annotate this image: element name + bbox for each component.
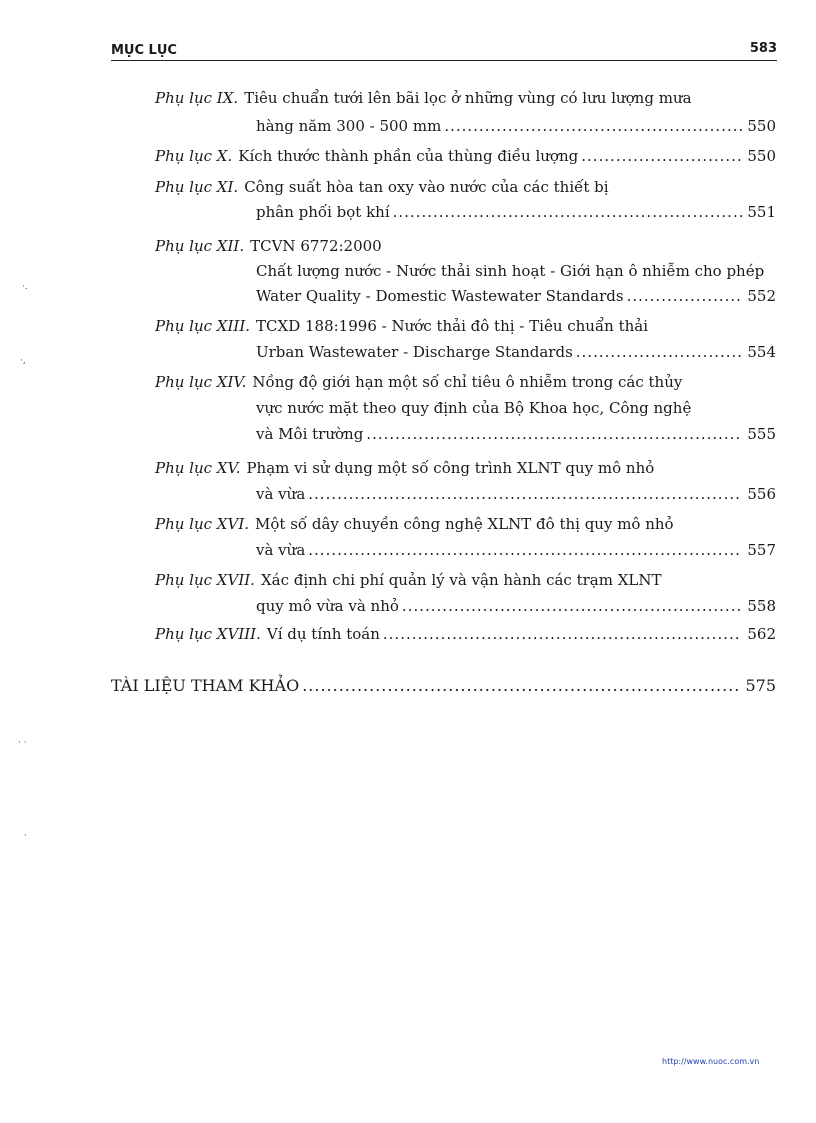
toc-entry-line: [155, 568, 662, 592]
toc-entry-line-with-page: [256, 284, 776, 308]
scan-speck: ·: [24, 831, 27, 841]
entry-title-text: Kích thước thành phần của thùng điều lượng: [238, 147, 579, 165]
toc-entry-line-with-page: [256, 594, 776, 618]
footer-url: http://www.nuoc.com.vn: [662, 1057, 760, 1066]
entry-title-text: Xác định chi phí quản lý và vận hành các trạm XLNT: [260, 571, 662, 589]
entry-title-text: phân phối bọt khí: [256, 203, 390, 221]
dot-leader: [308, 538, 742, 562]
entry-title-text: Một số dây chuyền công nghệ XLNT đô thị quy mô nhỏ: [255, 515, 674, 533]
appendix-label: Phụ lục XIV.: [155, 373, 247, 391]
appendix-label: Phụ lục X.: [155, 147, 233, 165]
entry-title-text: Tiêu chuẩn tưới lên bãi lọc ở những vùng có lưu lượng mưa: [244, 89, 692, 107]
appendix-label: Phụ lục IX.: [155, 89, 239, 107]
appendix-label: Phụ lục XVIII.: [155, 625, 261, 643]
entry-title-text: và vừa: [256, 541, 306, 559]
entry-title-text: Water Quality - Domestic Wastewater Standards: [256, 287, 624, 305]
toc-entry-line: [256, 259, 764, 283]
scan-speck: ·,: [20, 356, 26, 366]
dot-leader: [402, 594, 742, 618]
scan-speck: · ·: [18, 738, 27, 748]
entry-page-number: 556: [747, 485, 776, 503]
references-label: TÀI LIỆU THAM KHẢO: [111, 676, 300, 695]
toc-entry-line: [155, 314, 648, 338]
toc-entry-line-with-page: [256, 200, 776, 224]
toc-entry-line: [155, 512, 674, 536]
entry-page-number: 552: [747, 287, 776, 305]
toc-entry-line: [155, 175, 609, 199]
entry-page-number: 558: [747, 597, 776, 615]
scan-speck: ·.: [22, 282, 28, 292]
entry-title-text: TCXD 188:1996 - Nước thải đô thị - Tiêu chuẩn thải: [256, 317, 649, 335]
entry-page-number: 562: [747, 625, 776, 643]
references-entry: [111, 674, 776, 698]
dot-leader: [627, 284, 743, 308]
appendix-label: Phụ lục XI.: [155, 178, 239, 196]
entry-title-text: vực nước mặt theo quy định của Bộ Khoa học, Công nghệ: [256, 399, 692, 417]
toc-entry-line-with-page: [256, 340, 776, 364]
toc-entry-line: [155, 456, 654, 480]
toc-entry-line-with-page: [155, 622, 776, 646]
toc-entry-line: [155, 86, 692, 110]
entry-title-text: Công suất hòa tan oxy vào nước của các thiết bị: [244, 178, 609, 196]
entry-title-text: Ví dụ tính toán: [266, 625, 380, 643]
header-page-number: 583: [749, 41, 777, 56]
dot-leader: [302, 674, 740, 698]
entry-page-number: 551: [747, 203, 776, 221]
entry-title-text: và vừa: [256, 485, 306, 503]
entry-title-text: Phạm vi sử dụng một số công trình XLNT quy mô nhỏ: [246, 459, 655, 477]
dot-leader: [444, 114, 742, 138]
entry-title-text: Urban Wastewater - Discharge Standards: [256, 343, 573, 361]
entry-page-number: 554: [747, 343, 776, 361]
toc-entry-line-with-page: [155, 144, 776, 168]
entry-page-number: 555: [747, 425, 776, 443]
entry-page-number: 557: [747, 541, 776, 559]
toc-entry-line-with-page: [256, 482, 776, 506]
appendix-label: Phụ lục XVII.: [155, 571, 255, 589]
appendix-label: Phụ lục XVI.: [155, 515, 250, 533]
header-title: MỤC LỤC: [111, 43, 177, 58]
references-page-number: 575: [745, 676, 776, 695]
entry-title-text: và Môi trường: [256, 425, 364, 443]
entry-title-text: TCVN 6772:2000: [250, 237, 382, 255]
entry-page-number: 550: [747, 117, 776, 135]
entry-title-text: quy mô vừa và nhỏ: [256, 597, 399, 615]
dot-leader: [576, 340, 743, 364]
toc-entry-line-with-page: [256, 114, 776, 138]
toc-entry-line: [256, 396, 691, 420]
toc-entry-line-with-page: [256, 538, 776, 562]
entry-title-text: Chất lượng nước - Nước thải sinh hoạt - Giới hạn ô nhiễm cho phép: [256, 262, 765, 280]
toc-entry-line: [155, 370, 682, 394]
appendix-label: Phụ lục XII.: [155, 237, 245, 255]
entry-title-text: hàng năm 300 - 500 mm: [256, 117, 442, 135]
toc-entry-line: [155, 234, 382, 258]
dot-leader: [393, 200, 743, 224]
dot-leader: [308, 482, 742, 506]
entry-title-text: Nồng độ giới hạn một số chỉ tiêu ô nhiễm trong các thủy: [252, 373, 683, 391]
toc-entry-line-with-page: [256, 422, 776, 446]
appendix-label: Phụ lục XV.: [155, 459, 241, 477]
dot-leader: [366, 422, 742, 446]
appendix-label: Phụ lục XIII.: [155, 317, 251, 335]
entry-page-number: 550: [747, 147, 776, 165]
dot-leader: [383, 622, 742, 646]
dot-leader: [581, 144, 742, 168]
